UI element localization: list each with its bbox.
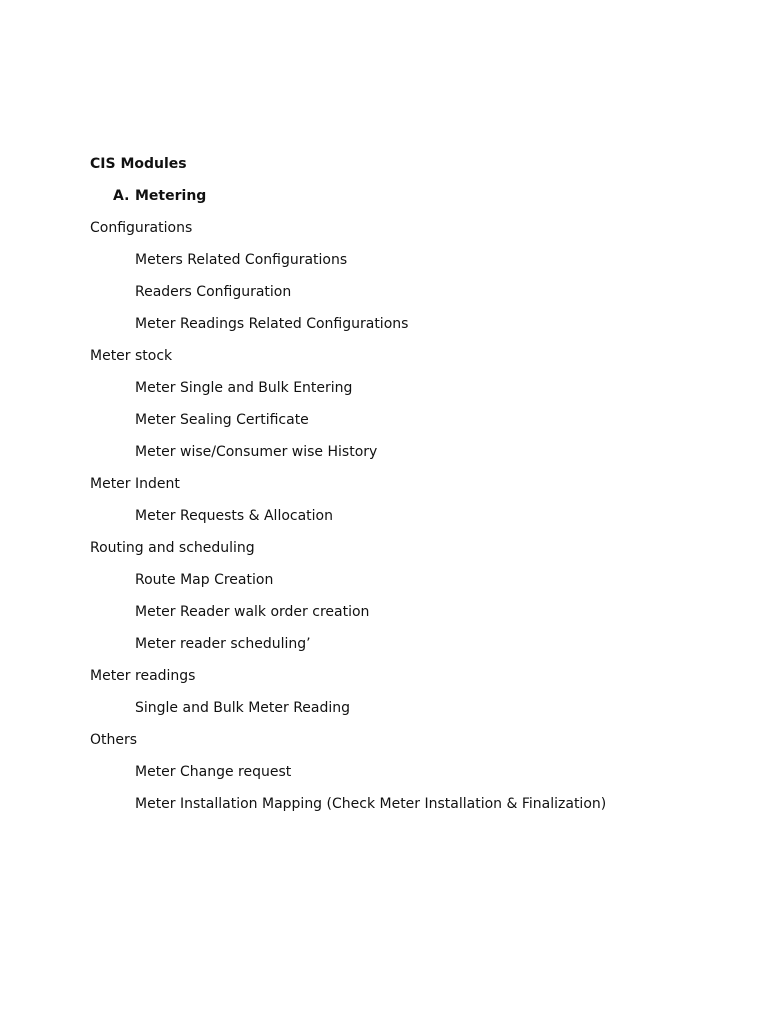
list-item [0, 699, 768, 731]
list-item [0, 315, 768, 347]
section-marker: A. [113, 188, 130, 204]
list-item-label: Single and Bulk Meter Reading [135, 700, 351, 716]
list-item-label: Meter Single and Bulk Entering [135, 380, 353, 396]
list-item [0, 763, 768, 795]
list-item-label: Readers Configuration [135, 284, 292, 300]
group-label: Meter readings [90, 668, 196, 684]
list-item [0, 283, 768, 315]
group-heading-meter-stock [0, 347, 768, 379]
group-label: Routing and scheduling [90, 540, 255, 556]
list-item [0, 507, 768, 539]
list-item [0, 251, 768, 283]
list-item-label: Meter wise/Consumer wise History [135, 444, 378, 460]
group-heading-meter-indent [0, 475, 768, 507]
list-item [0, 443, 768, 475]
list-item-label: Meter Reader walk order creation [135, 604, 370, 620]
list-item-label: Route Map Creation [135, 572, 274, 588]
list-item-label: Meters Related Configurations [135, 252, 348, 268]
list-item [0, 379, 768, 411]
list-item-label: Meter Installation Mapping (Check Meter Installation & Finalization) [135, 796, 607, 812]
list-item [0, 795, 768, 827]
list-item [0, 411, 768, 443]
list-item-label: Meter Requests & Allocation [135, 508, 333, 524]
list-item-label: Meter Change request [135, 764, 292, 780]
group-label: Meter stock [90, 348, 173, 364]
group-label: Others [90, 732, 138, 748]
group-heading-configurations [0, 219, 768, 251]
group-heading-meter-readings [0, 667, 768, 699]
section-label: Metering [135, 188, 207, 204]
list-item [0, 603, 768, 635]
document-title: CIS Modules [90, 156, 187, 172]
group-heading-others [0, 731, 768, 763]
list-item [0, 571, 768, 603]
list-item-label: Meter Sealing Certificate [135, 412, 309, 428]
module-list [0, 219, 768, 827]
section-heading [113, 187, 206, 205]
group-label: Meter Indent [90, 476, 180, 492]
group-label: Configurations [90, 220, 193, 236]
list-item [0, 635, 768, 667]
group-heading-routing-and-scheduling [0, 539, 768, 571]
list-item-label: Meter reader scheduling’ [135, 636, 311, 652]
list-item-label: Meter Readings Related Configurations [135, 316, 409, 332]
